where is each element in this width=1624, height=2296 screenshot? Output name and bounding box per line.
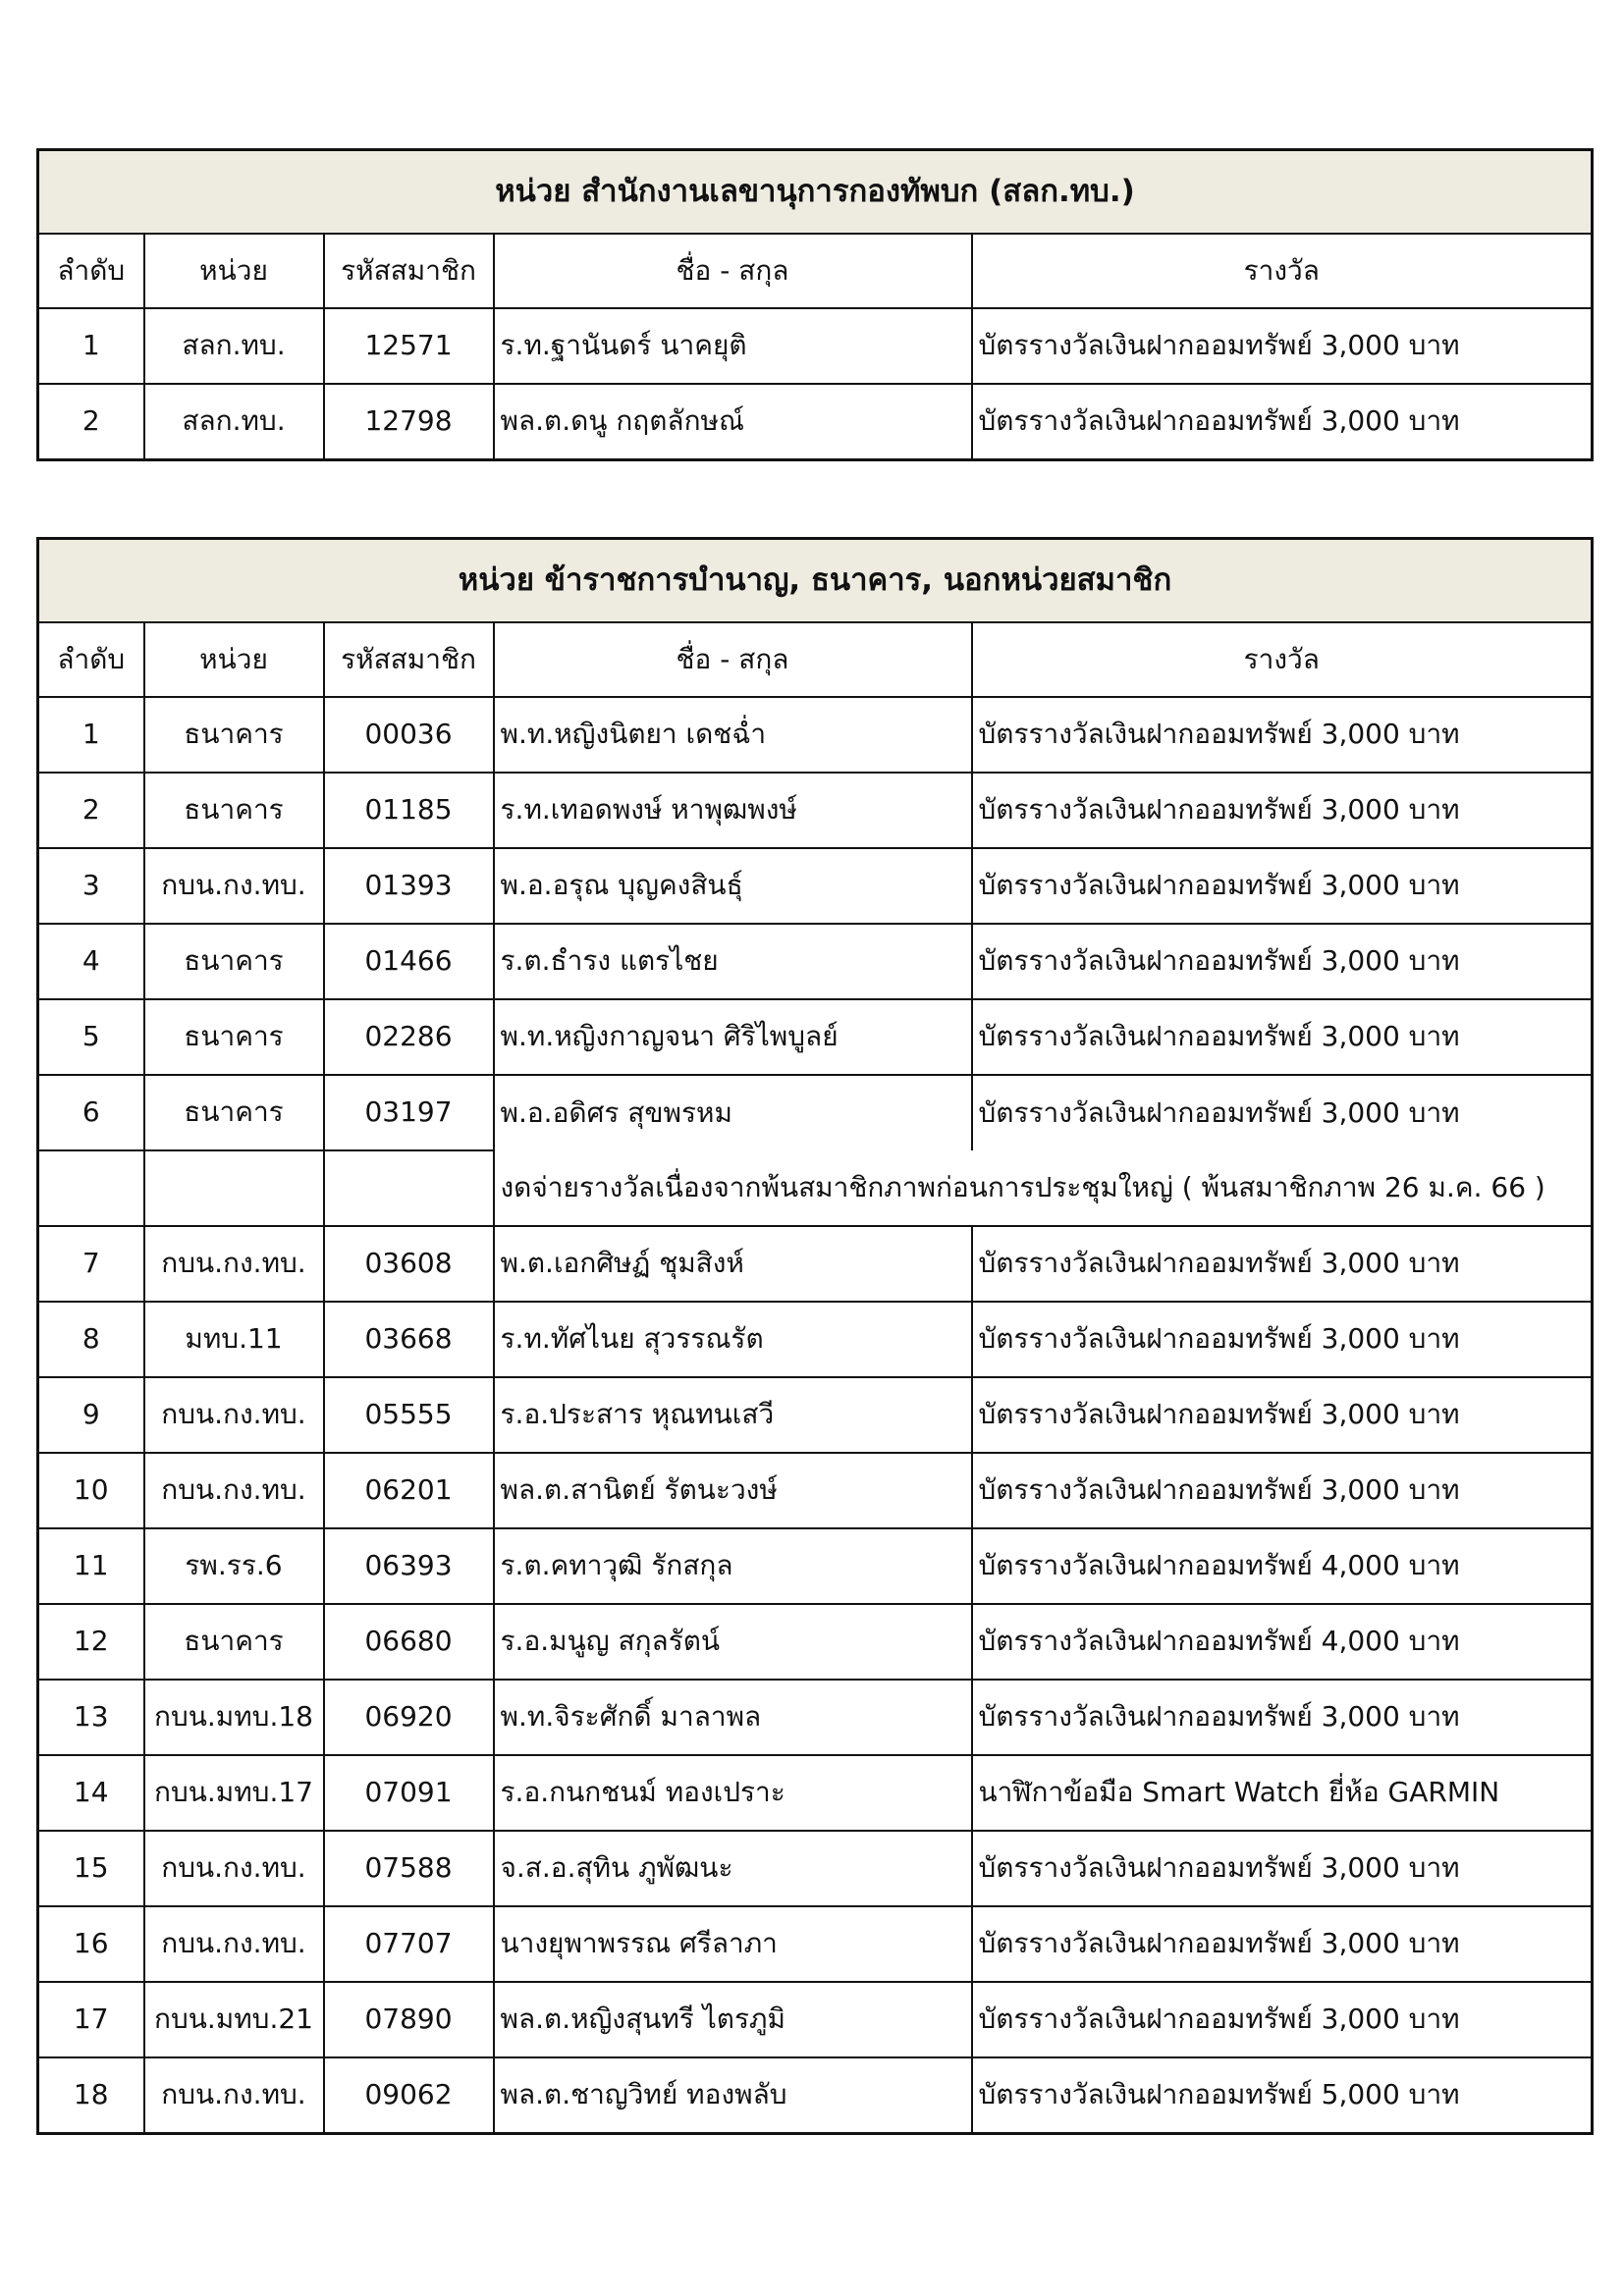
row-prize: บัตรรางวัลเงินฝากออมทรัพย์ 4,000 บาท — [972, 1604, 1593, 1680]
row-order: 6 — [38, 1075, 144, 1150]
row-unit: กบน.กง.ทบ. — [144, 1906, 324, 1982]
row-order: 2 — [38, 773, 144, 848]
row-name: พล.ต.ชาญวิทย์ ทองพลับ — [494, 2057, 972, 2134]
row-member-id: 01466 — [324, 924, 494, 999]
row-member-id: 06680 — [324, 1604, 494, 1680]
row-member-id: 06920 — [324, 1680, 494, 1755]
row-member-id: 05555 — [324, 1377, 494, 1453]
row-order: 3 — [38, 848, 144, 924]
row-member-id: 01393 — [324, 848, 494, 924]
row-prize: บัตรรางวัลเงินฝากออมทรัพย์ 3,000 บาท — [972, 384, 1593, 460]
row-member-id: 02286 — [324, 999, 494, 1075]
row-prize: บัตรรางวัลเงินฝากออมทรัพย์ 3,000 บาท — [972, 1377, 1593, 1453]
row-unit: กบน.กง.ทบ. — [144, 1226, 324, 1302]
row-unit: สลก.ทบ. — [144, 308, 324, 384]
award-table-retired-bank-external — [36, 537, 1594, 2135]
table-row — [38, 1831, 1593, 1906]
header-unit: หน่วย — [144, 622, 324, 697]
row-name: ร.อ.มนูญ สกุลรัตน์ — [494, 1604, 972, 1680]
table-row — [38, 1982, 1593, 2057]
row-prize: บัตรรางวัลเงินฝากออมทรัพย์ 3,000 บาท — [972, 1906, 1593, 1982]
row-name: พ.อ.อดิศร สุขพรหม — [494, 1075, 972, 1150]
row-order: 11 — [38, 1528, 144, 1604]
row-prize: บัตรรางวัลเงินฝากออมทรัพย์ 3,000 บาท — [972, 848, 1593, 924]
row-name: พ.ท.หญิงกาญจนา ศิริไพบูลย์ — [494, 999, 972, 1075]
header-prize: รางวัล — [972, 234, 1593, 308]
row-member-id: 12798 — [324, 384, 494, 460]
table-row — [38, 1226, 1593, 1302]
row-name: ร.ท.ฐานันดร์ นาคยุติ — [494, 308, 972, 384]
row-order: 14 — [38, 1755, 144, 1831]
row-order: 16 — [38, 1906, 144, 1982]
row-member-id: 03608 — [324, 1226, 494, 1302]
row-name: พ.ท.จิระศักดิ์ มาลาพล — [494, 1680, 972, 1755]
header-unit: หน่วย — [144, 234, 324, 308]
row-order: 4 — [38, 924, 144, 999]
row-name: ร.อ.กนกชนม์ ทองเปราะ — [494, 1755, 972, 1831]
row-order: 7 — [38, 1226, 144, 1302]
row-unit: ธนาคาร — [144, 1075, 324, 1150]
award-table-secretary-office — [36, 148, 1594, 461]
row-order: 9 — [38, 1377, 144, 1453]
table-row — [38, 924, 1593, 999]
header-name: ชื่อ - สกุล — [494, 234, 972, 308]
row-unit: กบน.มทบ.17 — [144, 1755, 324, 1831]
row-prize: บัตรรางวัลเงินฝากออมทรัพย์ 3,000 บาท — [972, 924, 1593, 999]
header-member-id: รหัสสมาชิก — [324, 622, 494, 697]
row-order: 5 — [38, 999, 144, 1075]
table-row — [38, 999, 1593, 1075]
empty-cell — [144, 1150, 324, 1226]
row-prize: บัตรรางวัลเงินฝากออมทรัพย์ 3,000 บาท — [972, 697, 1593, 773]
row-order: 1 — [38, 308, 144, 384]
row-member-id: 00036 — [324, 697, 494, 773]
row-order: 10 — [38, 1453, 144, 1528]
row-unit: ธนาคาร — [144, 999, 324, 1075]
row-name: จ.ส.อ.สุทิน ภูพัฒนะ — [494, 1831, 972, 1906]
row-unit: ธนาคาร — [144, 697, 324, 773]
header-order: ลำดับ — [38, 234, 144, 308]
row-name: พล.ต.สานิตย์ รัตนะวงษ์ — [494, 1453, 972, 1528]
row-unit: มทบ.11 — [144, 1302, 324, 1377]
row-prize: บัตรรางวัลเงินฝากออมทรัพย์ 3,000 บาท — [972, 1680, 1593, 1755]
row-member-id: 12571 — [324, 308, 494, 384]
header-prize: รางวัล — [972, 622, 1593, 697]
row-prize: บัตรรางวัลเงินฝากออมทรัพย์ 3,000 บาท — [972, 308, 1593, 384]
table-row — [38, 1528, 1593, 1604]
row-unit: กบน.กง.ทบ. — [144, 2057, 324, 2134]
table-row — [38, 1680, 1593, 1755]
row-unit: กบน.กง.ทบ. — [144, 1831, 324, 1906]
row-unit: กบน.กง.ทบ. — [144, 1377, 324, 1453]
row-prize: บัตรรางวัลเงินฝากออมทรัพย์ 4,000 บาท — [972, 1528, 1593, 1604]
row-unit: รพ.รร.6 — [144, 1528, 324, 1604]
row-prize: บัตรรางวัลเงินฝากออมทรัพย์ 5,000 บาท — [972, 2057, 1593, 2134]
row-member-id: 07890 — [324, 1982, 494, 2057]
table-row — [38, 773, 1593, 848]
row-prize: บัตรรางวัลเงินฝากออมทรัพย์ 3,000 บาท — [972, 1226, 1593, 1302]
row-name: ร.ท.เทอดพงษ์ หาพุฒพงษ์ — [494, 773, 972, 848]
row-unit: ธนาคาร — [144, 1604, 324, 1680]
empty-cell — [38, 1150, 144, 1226]
table-row — [38, 1075, 1593, 1150]
row-member-id: 07091 — [324, 1755, 494, 1831]
row-order: 2 — [38, 384, 144, 460]
row-prize: บัตรรางวัลเงินฝากออมทรัพย์ 3,000 บาท — [972, 999, 1593, 1075]
row-name: ร.อ.ประสาร หุณทนเสวี — [494, 1377, 972, 1453]
row-name: พล.ต.ดนู กฤตลักษณ์ — [494, 384, 972, 460]
table-row — [38, 1906, 1593, 1982]
table-row — [38, 697, 1593, 773]
row-member-id: 06393 — [324, 1528, 494, 1604]
row-prize: บัตรรางวัลเงินฝากออมทรัพย์ 3,000 บาท — [972, 1982, 1593, 2057]
row-order: 15 — [38, 1831, 144, 1906]
table-row — [38, 1604, 1593, 1680]
row-order: 17 — [38, 1982, 144, 2057]
header-name: ชื่อ - สกุล — [494, 622, 972, 697]
header-order: ลำดับ — [38, 622, 144, 697]
table-row — [38, 1377, 1593, 1453]
row-member-id: 07588 — [324, 1831, 494, 1906]
row-prize: บัตรรางวัลเงินฝากออมทรัพย์ 3,000 บาท — [972, 773, 1593, 848]
row-member-id: 03668 — [324, 1302, 494, 1377]
row-prize: นาฬิกาข้อมือ Smart Watch ยี่ห้อ GARMIN — [972, 1755, 1593, 1831]
row-order: 1 — [38, 697, 144, 773]
row-order: 8 — [38, 1302, 144, 1377]
row-note: งดจ่ายรางวัลเนื่องจากพ้นสมาชิกภาพก่อนการประชุมใหญ่ ( พ้นสมาชิกภาพ 26 ม.ค. 66 ) — [494, 1150, 1593, 1226]
row-unit: กบน.กง.ทบ. — [144, 1453, 324, 1528]
row-member-id: 01185 — [324, 773, 494, 848]
row-unit: สลก.ทบ. — [144, 384, 324, 460]
row-unit: กบน.กง.ทบ. — [144, 848, 324, 924]
row-prize: บัตรรางวัลเงินฝากออมทรัพย์ 3,000 บาท — [972, 1831, 1593, 1906]
table-row — [38, 308, 1593, 384]
row-order: 18 — [38, 2057, 144, 2134]
row-name: ร.ต.คทาวุฒิ รักสกุล — [494, 1528, 972, 1604]
row-prize: บัตรรางวัลเงินฝากออมทรัพย์ 3,000 บาท — [972, 1302, 1593, 1377]
table-title: หน่วย สำนักงานเลขานุการกองทัพบก (สลก.ทบ.) — [38, 150, 1593, 235]
row-member-id: 03197 — [324, 1075, 494, 1150]
table-row — [38, 1453, 1593, 1528]
table-row — [38, 384, 1593, 460]
table-row — [38, 1755, 1593, 1831]
row-order: 12 — [38, 1604, 144, 1680]
row-unit: กบน.มทบ.18 — [144, 1680, 324, 1755]
table-title: หน่วย ข้าราชการบำนาญ, ธนาคาร, นอกหน่วยสมาชิก — [38, 539, 1593, 623]
row-order: 13 — [38, 1680, 144, 1755]
row-prize: บัตรรางวัลเงินฝากออมทรัพย์ 3,000 บาท — [972, 1453, 1593, 1528]
row-name: พล.ต.หญิงสุนทรี ไตรภูมิ — [494, 1982, 972, 2057]
row-name: พ.ท.หญิงนิตยา เดชฉ่ำ — [494, 697, 972, 773]
table-row — [38, 848, 1593, 924]
header-member-id: รหัสสมาชิก — [324, 234, 494, 308]
table-header-row — [38, 234, 1593, 308]
row-name: ร.ท.ทัศไนย สุวรรณรัต — [494, 1302, 972, 1377]
table-row-note — [38, 1150, 1593, 1226]
row-member-id: 09062 — [324, 2057, 494, 2134]
row-unit: ธนาคาร — [144, 924, 324, 999]
row-name: พ.อ.อรุณ บุญคงสินธุ์ — [494, 848, 972, 924]
row-member-id: 06201 — [324, 1453, 494, 1528]
empty-cell — [324, 1150, 494, 1226]
table-header-row — [38, 622, 1593, 697]
row-unit: ธนาคาร — [144, 773, 324, 848]
row-name: ร.ต.ธำรง แตรไชย — [494, 924, 972, 999]
table-row — [38, 1302, 1593, 1377]
row-prize: บัตรรางวัลเงินฝากออมทรัพย์ 3,000 บาท — [972, 1075, 1593, 1150]
row-name: พ.ต.เอกศิษฏ์ ชุมสิงห์ — [494, 1226, 972, 1302]
table-row — [38, 2057, 1593, 2134]
row-unit: กบน.มทบ.21 — [144, 1982, 324, 2057]
row-member-id: 07707 — [324, 1906, 494, 1982]
row-name: นางยุพาพรรณ ศรีลาภา — [494, 1906, 972, 1982]
